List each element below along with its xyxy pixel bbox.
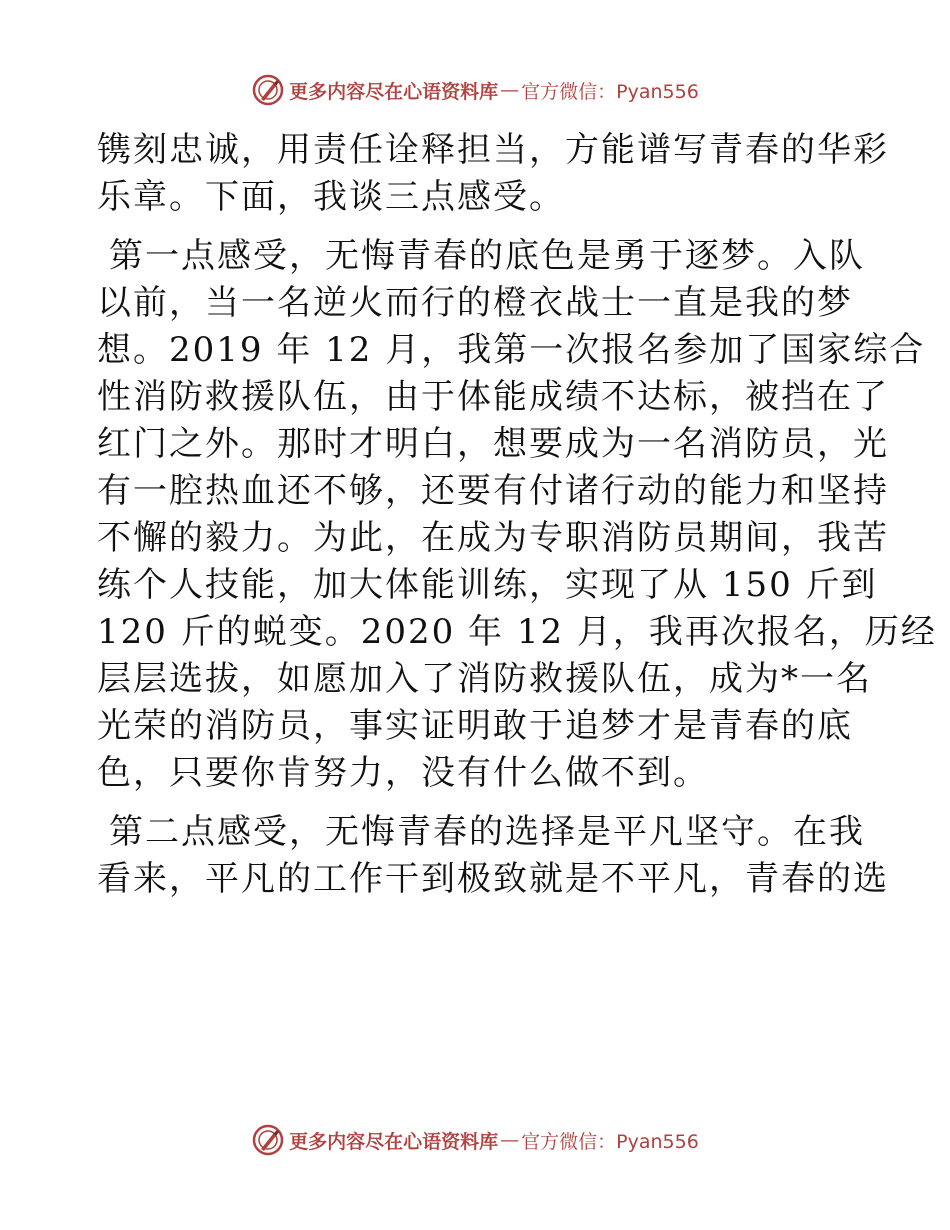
- document-body: [97, 127, 937, 903]
- watermark-wechat-text: 官方微信：Pyan556: [521, 80, 699, 103]
- text-line: 红门之外。那时才明白，想要成为一名消防员，光: [97, 424, 889, 464]
- text-line: 光荣的消防员，事实证明敢于追梦才是青春的底: [97, 706, 853, 746]
- text-line: 120 斤的蜕变。2020 年 12 月，我再次报名，历经: [97, 612, 937, 652]
- paragraph-second-point: [97, 809, 889, 903]
- text-line: 以前，当一名逆火而行的橙衣战士一直是我的梦: [97, 283, 853, 323]
- text-line: 乐章。下面，我谈三点感受。: [97, 177, 565, 217]
- watermark-dash: —: [500, 1129, 520, 1151]
- watermark-wechat-text: 官方微信：Pyan556: [521, 1130, 699, 1153]
- watermark-brand-text: 更多内容尽在心语资料库: [289, 1130, 499, 1153]
- text-line: 层层选拔，如愿加入了消防救援队伍，成为*一名: [97, 659, 872, 699]
- text-line: 练个人技能，加大体能训练，实现了从 150 斤到: [97, 565, 878, 605]
- text-line: 有一腔热血还不够，还要有付诸行动的能力和坚持: [97, 471, 889, 511]
- pen-circle-logo-icon: [251, 73, 285, 107]
- paragraph-intro: [97, 127, 889, 221]
- header-watermark-banner: [0, 70, 950, 110]
- paragraph-first-point: [97, 233, 937, 797]
- text-line: 不懈的毅力。为此，在成为专职消防员期间，我苦: [97, 518, 889, 558]
- text-line: 镌刻忠诚，用责任诠释担当，方能谱写青春的华彩: [97, 130, 889, 170]
- text-line: 第一点感受，无悔青春的底色是勇于逐梦。入队: [109, 236, 865, 276]
- text-line: 性消防救援队伍，由于体能成绩不达标，被挡在了: [97, 377, 889, 417]
- pen-circle-logo-icon: [251, 1123, 285, 1157]
- text-line: 第二点感受，无悔青春的选择是平凡坚守。在我: [109, 812, 865, 852]
- watermark-brand-text: 更多内容尽在心语资料库: [289, 80, 499, 103]
- text-line: 想。2019 年 12 月，我第一次报名参加了国家综合: [97, 330, 926, 370]
- text-line: 色，只要你肯努力，没有什么做不到。: [97, 753, 709, 793]
- watermark-dash: —: [500, 79, 520, 101]
- footer-watermark-banner: [0, 1120, 950, 1160]
- text-line: 看来，平凡的工作干到极致就是不平凡，青春的选: [97, 859, 889, 899]
